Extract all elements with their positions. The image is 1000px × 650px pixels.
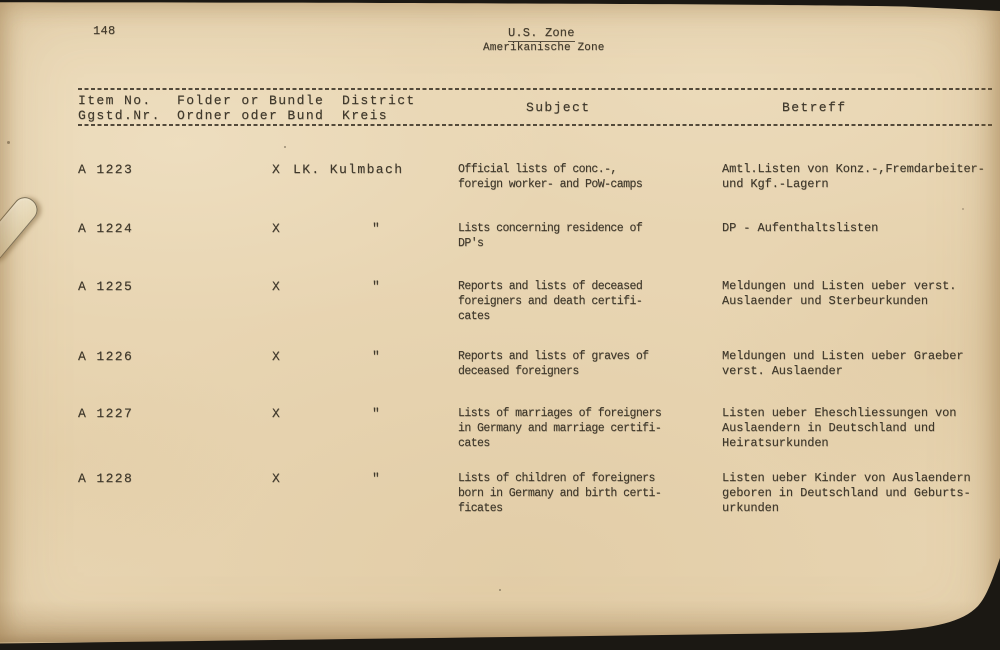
betreff-cell [722,349,963,379]
paper-sliver [0,192,42,266]
betreff-line: Auslaendern in Deutschland und [722,421,936,435]
betreff-cell [722,471,971,516]
folder-mark: X [272,162,282,177]
col-header-district-en: District [342,93,416,108]
item-no: A 1226 [78,349,134,364]
subject-line: cates [458,310,490,323]
subject-cell [458,349,649,379]
betreff-line: verst. Auslaender [722,364,843,378]
district: LK. Kulmbach [293,162,404,177]
subject-line: cates [458,437,490,450]
betreff-line: Meldungen und Listen ueber verst. [722,279,957,293]
folder-mark: X [272,349,282,364]
betreff-cell [722,162,985,192]
item-no: A 1225 [78,279,134,294]
folder-mark: X [272,406,282,421]
subject-line: foreign worker- and PoW-camps [458,178,643,191]
col-header-item-en: Item No. [78,93,152,108]
item-no: A 1223 [78,162,134,177]
item-no: A 1228 [78,471,134,486]
district: " [372,471,382,486]
col-header-folder-de: Ordner oder Bund [177,108,325,123]
folder-mark: X [272,471,282,486]
dashed-divider-bottom [78,124,992,126]
district: " [372,221,382,236]
item-no: A 1224 [78,221,134,236]
subject-line: Lists of marriages of foreigners [458,407,662,420]
subject-cell [458,162,642,192]
district: " [372,279,382,294]
subject-line: deceased foreigners [458,365,579,378]
subject-line: Official lists of conc.-, [458,163,617,176]
subject-line: Reports and lists of deceased [458,280,643,293]
district: " [372,406,382,421]
subject-cell [458,406,661,451]
page-curl-shadow [0,600,1000,642]
betreff-cell [722,221,878,236]
betreff-cell [722,279,956,309]
col-header-item-de: Ggstd.Nr. [78,108,161,123]
folder-mark: X [272,279,282,294]
subject-line: in Germany and marriage certifi- [458,422,662,435]
betreff-line: Meldungen und Listen ueber Graeber [722,349,964,363]
betreff-line: DP - Aufenthaltslisten [722,221,879,235]
betreff-line: urkunden [722,501,779,515]
subject-cell [458,471,661,516]
paper-speck [962,208,964,210]
col-header-folder-en: Folder or Bundle [177,93,325,108]
col-header-district-de: Kreis [342,108,389,123]
subject-line: Lists of children of foreigners [458,472,655,485]
betreff-line: Listen ueber Kinder von Auslaendern [722,471,971,485]
betreff-cell [722,406,956,451]
betreff-line: Amtl.Listen von Konz.-,Fremdarbeiter- [722,162,985,176]
subject-line: born in Germany and birth certi- [458,487,662,500]
betreff-line: Heiratsurkunden [722,436,829,450]
betreff-line: und Kgf.-Lagern [722,177,829,191]
subject-line: Lists concerning residence of [458,222,643,235]
subject-cell [458,221,642,251]
folder-mark: X [272,221,282,236]
betreff-line: Listen ueber Eheschliessungen von [722,406,957,420]
dashed-divider-top [78,88,992,90]
item-no: A 1227 [78,406,134,421]
paper-speck [499,589,501,591]
subject-line: Reports and lists of graves of [458,350,649,363]
betreff-line: Auslaender und Sterbeurkunden [722,294,928,308]
subject-line: foreigners and death certifi- [458,295,643,308]
page-number: 148 [93,24,116,38]
zone-title-en: U.S. Zone [508,26,575,40]
zone-title-de: Amerikanische Zone [483,42,605,54]
paper-speck [284,146,286,148]
betreff-line: geboren in Deutschland und Geburts- [722,486,971,500]
subject-line: DP's [458,237,484,250]
col-header-betreff: Betreff [782,100,847,115]
subject-line: ficates [458,502,503,515]
subject-cell [458,279,642,324]
district: " [372,349,382,364]
paper-speck [7,141,10,144]
col-header-subject: Subject [526,100,591,115]
